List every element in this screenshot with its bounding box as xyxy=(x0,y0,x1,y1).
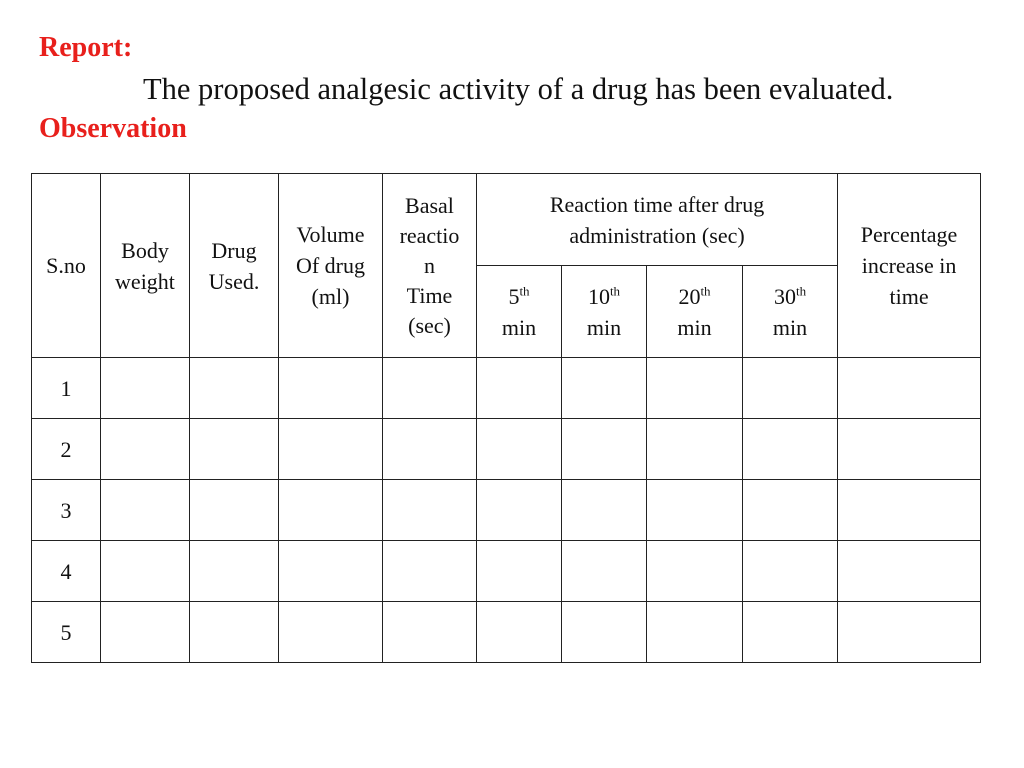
empty-cell xyxy=(562,358,647,419)
table-row xyxy=(32,602,981,663)
report-statement: The proposed analgesic activity of a drug has been evaluated. xyxy=(143,72,894,106)
empty-cell xyxy=(101,419,190,480)
empty-cell xyxy=(647,602,743,663)
header-sno: S.no xyxy=(32,174,101,358)
empty-cell xyxy=(477,480,562,541)
empty-cell xyxy=(477,602,562,663)
header-reaction-time-group: Reaction time after drug administration (sec) xyxy=(477,174,838,266)
empty-cell xyxy=(743,358,838,419)
empty-cell xyxy=(477,358,562,419)
time-point-suffix: th xyxy=(795,283,807,299)
observation-table-body xyxy=(32,358,981,663)
time-point-number: 30 xyxy=(773,283,796,309)
header-drug-used: Drug Used. xyxy=(190,174,279,358)
time-point-number: 10 xyxy=(587,283,610,309)
empty-cell xyxy=(101,602,190,663)
time-point-suffix: th xyxy=(700,283,711,299)
empty-cell xyxy=(743,602,838,663)
header-time-10-min xyxy=(562,266,647,358)
time-point-number: 5 xyxy=(508,283,520,309)
observation-heading: Observation xyxy=(39,113,187,144)
empty-cell xyxy=(279,541,383,602)
empty-cell xyxy=(101,541,190,602)
empty-cell xyxy=(477,541,562,602)
empty-cell xyxy=(190,541,279,602)
empty-cell xyxy=(279,358,383,419)
time-point-unit: min xyxy=(677,314,712,340)
table-row xyxy=(32,480,981,541)
time-point-unit: min xyxy=(586,314,622,340)
row-number-cell: 1 xyxy=(32,358,101,419)
empty-cell xyxy=(279,602,383,663)
empty-cell xyxy=(562,480,647,541)
header-percentage-increase: Percentage increase in time xyxy=(838,174,981,358)
empty-cell xyxy=(647,541,743,602)
empty-cell xyxy=(562,541,647,602)
empty-cell xyxy=(190,358,279,419)
empty-cell xyxy=(838,419,981,480)
header-body-weight: Body weight xyxy=(101,174,190,358)
time-point-suffix: th xyxy=(609,283,621,299)
empty-cell xyxy=(647,480,743,541)
report-heading: Report: xyxy=(39,32,133,63)
empty-cell xyxy=(647,419,743,480)
time-point-number: 20 xyxy=(678,283,701,309)
empty-cell xyxy=(743,480,838,541)
empty-cell xyxy=(477,419,562,480)
row-number-cell: 4 xyxy=(32,541,101,602)
empty-cell xyxy=(383,541,477,602)
empty-cell xyxy=(743,419,838,480)
empty-cell xyxy=(383,358,477,419)
row-number-cell: 2 xyxy=(32,419,101,480)
empty-cell xyxy=(279,480,383,541)
empty-cell xyxy=(101,358,190,419)
time-point-unit: min xyxy=(501,314,537,340)
table-row xyxy=(32,541,981,602)
table-row xyxy=(32,358,981,419)
empty-cell xyxy=(562,602,647,663)
row-number-cell: 5 xyxy=(32,602,101,663)
row-number-cell: 3 xyxy=(32,480,101,541)
empty-cell xyxy=(279,419,383,480)
empty-cell xyxy=(743,541,838,602)
table-row xyxy=(32,419,981,480)
header-time-20-min xyxy=(647,266,743,358)
empty-cell xyxy=(838,602,981,663)
empty-cell xyxy=(383,602,477,663)
time-point-suffix: th xyxy=(519,283,530,299)
header-volume-of-drug: Volume Of drug (ml) xyxy=(279,174,383,358)
empty-cell xyxy=(838,480,981,541)
observation-table xyxy=(31,173,981,663)
empty-cell xyxy=(562,419,647,480)
empty-cell xyxy=(190,419,279,480)
time-point-unit: min xyxy=(772,314,808,340)
empty-cell xyxy=(101,480,190,541)
empty-cell xyxy=(383,419,477,480)
empty-cell xyxy=(838,358,981,419)
header-basal-reaction-time: Basal reactio n Time (sec) xyxy=(383,174,477,358)
header-time-5-min xyxy=(477,266,562,358)
empty-cell xyxy=(190,480,279,541)
empty-cell xyxy=(190,602,279,663)
empty-cell xyxy=(383,480,477,541)
header-time-30-min xyxy=(743,266,838,358)
empty-cell xyxy=(647,358,743,419)
empty-cell xyxy=(838,541,981,602)
